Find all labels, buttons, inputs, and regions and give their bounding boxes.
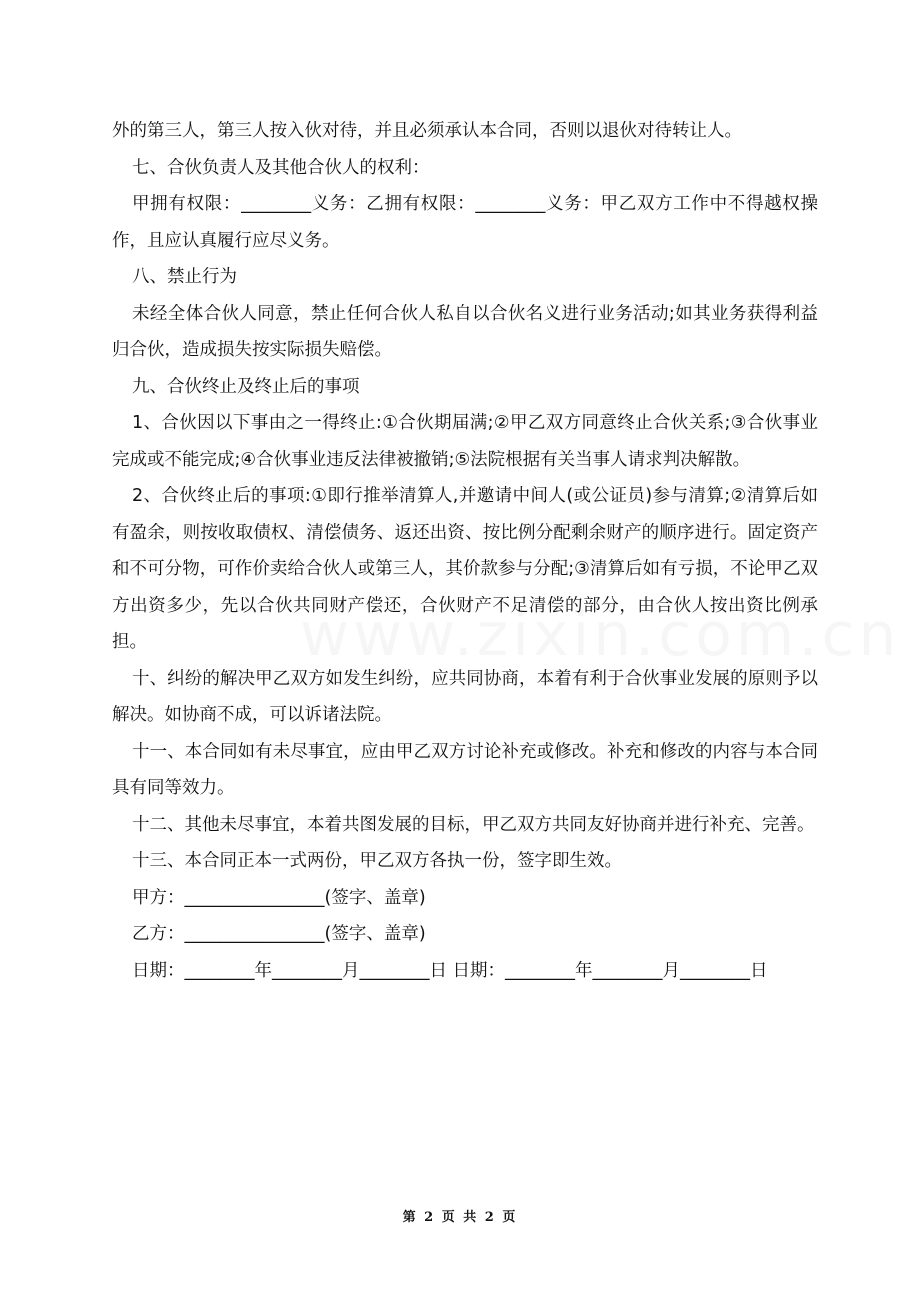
signature-dates: 日期：________年________月________日 日期：________年________月________日	[132, 960, 768, 981]
paragraph-termination-causes: 1、合伙因以下事由之一得终止:①合伙期届满;②甲乙双方同意终止合伙关系;③合伙事业完成或不能完成;④合伙事业违反法律被撤销;⑤法院根据有关当事人请求判决解散。	[112, 413, 818, 470]
paragraph-copies: 十三、本合同正本一式两份，甲乙双方各执一份，签字即生效。	[132, 851, 622, 871]
paragraph-amendments: 十一、本合同如有未尽事宜，应由甲乙双方讨论补充或修改。补充和修改的内容与本合同具有同等效力。	[112, 741, 818, 798]
signature-party-b: 乙方：________________(签字、盖章)	[132, 924, 426, 944]
paragraph-termination-matters: 2、合伙终止后的事项:①即行推举清算人,并邀请中间人(或公证员)参与清算;②清算后如有盈余，则按收取债权、清偿债务、返还出资、按比例分配剩余财产的顺序进行。固定资产和不可分物，可作价卖给合伙人或第三人，其价款参与分配;③清算后如有亏损，不论甲乙双方出资多少，先以合伙共同财产偿还，合伙财产不足清偿的部分，由合伙人按出资比例承担。	[112, 486, 818, 652]
section-heading-prohibited: 八、禁止行为	[132, 267, 237, 287]
section-heading-termination: 九、合伙终止及终止后的事项	[132, 376, 360, 397]
page-footer: 第 2 页 共 2 页	[402, 1210, 518, 1225]
paragraph-rights: 甲拥有权限：________义务：乙拥有权限：________义务：甲乙双方工作中不得越权操作，且应认真履行应尽义务。	[112, 194, 818, 251]
paragraph-prohibited: 未经全体合伙人同意，禁止任何合伙人私自以合伙名义进行业务活动;如其业务获得利益归合伙，造成损失按实际损失赔偿。	[112, 303, 818, 360]
paragraph-disputes: 十、纠纷的解决甲乙双方如发生纠纷，应共同协商，本着有利于合伙事业发展的原则予以解决。如协商不成，可以诉诸法院。	[112, 668, 818, 725]
paragraph-transfer-continuation: 外的第三人，第三人按入伙对待，并且必须承认本合同，否则以退伙对待转让人。	[112, 121, 742, 141]
signature-party-a: 甲方：________________(签字、盖章)	[132, 887, 426, 908]
contract-body	[112, 113, 818, 989]
paragraph-other-matters: 十二、其他未尽事宜，本着共图发展的目标，甲乙双方共同友好协商并进行补充、完善。	[132, 814, 815, 835]
section-heading-rights: 七、合伙负责人及其他合伙人的权利：	[132, 157, 430, 178]
